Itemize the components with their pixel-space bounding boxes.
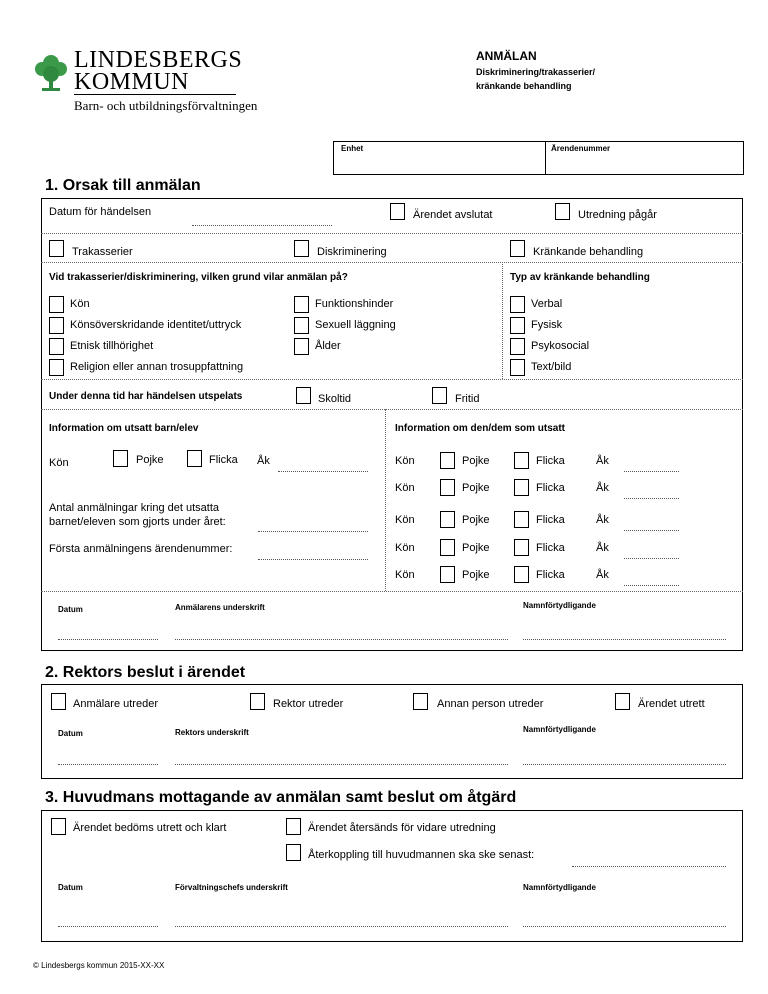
atersands-label: Ärendet återsänds för vidare utredning <box>308 822 496 834</box>
s2-namnfortydligande-label: Namnförtydligande <box>523 725 596 734</box>
atersands-checkbox[interactable] <box>286 818 301 835</box>
s2-rektors-underskrift-label: Rektors underskrift <box>175 728 249 737</box>
trakasserier-label: Trakasserier <box>72 246 133 258</box>
perp-4-pojke-checkbox[interactable] <box>440 539 455 556</box>
perp-2-pojke-checkbox[interactable] <box>440 479 455 496</box>
antal-label-2: barnet/eleven som gjorts under året: <box>49 516 226 528</box>
s2-underskrift-field[interactable] <box>175 764 508 765</box>
perp-5-pojke-label: Pojke <box>462 569 490 581</box>
s3-datum-label: Datum <box>58 883 83 892</box>
perp-2-kon-label: Kön <box>395 482 415 494</box>
utsatt-flicka-checkbox[interactable] <box>187 450 202 467</box>
arendet-avslutat-checkbox[interactable] <box>390 203 405 220</box>
perp-1-flicka-label: Flicka <box>536 455 565 467</box>
s3-namnfortydligande-label: Namnförtydligande <box>523 883 596 892</box>
aterkoppling-label: Återkoppling till huvudmannen ska ske senast: <box>308 849 535 861</box>
s1-anmalarens-underskrift-label: Anmälarens underskrift <box>175 603 265 612</box>
s2-datum-label: Datum <box>58 729 83 738</box>
department-name: Barn- och utbildningsförvaltningen <box>74 98 258 113</box>
s1-datum-field[interactable] <box>58 639 158 640</box>
utsatt-ak-field[interactable] <box>278 471 368 472</box>
utsatt-pojke-checkbox[interactable] <box>113 450 128 467</box>
perp-3-pojke-checkbox[interactable] <box>440 511 455 528</box>
fritid-label: Fritid <box>455 393 480 405</box>
aterkoppling-field[interactable] <box>572 866 726 867</box>
grund-funktionshinder-label: Funktionshinder <box>315 298 394 310</box>
grund-religion-label: Religion eller annan trosuppfattning <box>70 361 244 373</box>
forsta-field[interactable] <box>258 559 368 560</box>
perp-1-pojke-label: Pojke <box>462 455 490 467</box>
datum-handelsen-field[interactable] <box>192 225 332 226</box>
perp-3-kon-label: Kön <box>395 514 415 526</box>
grund-sexuell-label: Sexuell läggning <box>315 319 396 331</box>
s3-underskrift-field[interactable] <box>175 926 508 927</box>
perp-5-flicka-checkbox[interactable] <box>514 566 529 583</box>
typ-fysisk-checkbox[interactable] <box>510 317 525 334</box>
typ-verbal-label: Verbal <box>531 298 563 310</box>
diskriminering-checkbox[interactable] <box>294 240 309 257</box>
perp-4-flicka-label: Flicka <box>536 542 565 554</box>
typ-psykosocial-label: Psykosocial <box>531 340 590 352</box>
utsatt-flicka-label: Flicka <box>209 454 238 466</box>
rektor-utreder-label: Rektor utreder <box>273 698 344 710</box>
utsatt-ak-label: Åk <box>257 455 270 467</box>
grund-heading: Vid trakasserier/diskriminering, vilken grund vilar anmälan på? <box>49 272 348 283</box>
perp-4-flicka-checkbox[interactable] <box>514 539 529 556</box>
antal-label-1: Antal anmälningar kring det utsatta <box>49 502 219 514</box>
diskriminering-label: Diskriminering <box>317 246 387 258</box>
perp-5-flicka-label: Flicka <box>536 569 565 581</box>
annan-person-label: Annan person utreder <box>437 698 544 710</box>
grund-etnisk-label: Etnisk tillhörighet <box>70 340 154 352</box>
grund-konsoverskridande-label: Könsöverskridande identitet/uttryck <box>70 319 242 331</box>
perp-1-ak-label: Åk <box>596 455 609 467</box>
form-subtitle-2: kränkande behandling <box>476 81 572 91</box>
perp-4-ak-label: Åk <box>596 542 609 554</box>
form-title: ANMÄLAN <box>476 49 537 63</box>
typ-fysisk-label: Fysisk <box>531 319 563 331</box>
grund-kon-checkbox[interactable] <box>49 296 64 313</box>
utredning-pagar-label: Utredning pågår <box>578 209 657 221</box>
anmalare-utreder-checkbox[interactable] <box>51 693 66 710</box>
section2-heading: 2. Rektors beslut i ärendet <box>45 664 246 681</box>
perp-2-ak-label: Åk <box>596 482 609 494</box>
municipality-logo <box>33 52 69 92</box>
s1-namnfortydligande-label: Namnförtydligande <box>523 601 596 610</box>
perp-2-pojke-label: Pojke <box>462 482 490 494</box>
grund-kon-label: Kön <box>70 298 90 310</box>
perp-5-pojke-checkbox[interactable] <box>440 566 455 583</box>
typ-psykosocial-checkbox[interactable] <box>510 338 525 355</box>
logo-divider <box>74 94 236 95</box>
arendet-utrett-checkbox[interactable] <box>615 693 630 710</box>
form-subtitle-1: Diskriminering/trakasserier/ <box>476 67 596 77</box>
section3-heading: 3. Huvudmans mottagande av anmälan samt beslut om åtgärd <box>45 789 517 806</box>
perp-1-kon-label: Kön <box>395 455 415 467</box>
perp-2-ak-field[interactable] <box>624 498 679 499</box>
grund-konsoverskridande-checkbox[interactable] <box>49 317 64 334</box>
perp-3-flicka-checkbox[interactable] <box>514 511 529 528</box>
skoltid-checkbox[interactable] <box>296 387 311 404</box>
perp-5-kon-label: Kön <box>395 569 415 581</box>
grund-sexuell-checkbox[interactable] <box>294 317 309 334</box>
datum-handelsen-label: Datum för händelsen <box>49 206 152 218</box>
utrett-klart-checkbox[interactable] <box>51 818 66 835</box>
tree-logo-icon <box>33 52 69 92</box>
s2-namn-field[interactable] <box>523 764 726 765</box>
org-name-line1: LINDESBERGS <box>74 47 243 73</box>
footer-copyright: © Lindesbergs kommun 2015-XX-XX <box>33 961 165 970</box>
tid-heading: Under denna tid har händelsen utspelats <box>49 391 243 402</box>
utsatt-heading: Information om utsatt barn/elev <box>49 423 199 434</box>
forsta-label: Första anmälningens ärendenummer: <box>49 543 233 555</box>
grund-alder-label: Ålder <box>315 340 341 352</box>
arendet-avslutat-label: Ärendet avslutat <box>413 209 493 221</box>
perp-4-ak-field[interactable] <box>624 558 679 559</box>
typ-verbal-checkbox[interactable] <box>510 296 525 313</box>
arendet-utrett-label: Ärendet utrett <box>638 698 705 710</box>
s2-datum-field[interactable] <box>58 764 158 765</box>
grund-religion-checkbox[interactable] <box>49 359 64 376</box>
section1-heading: 1. Orsak till anmälan <box>45 177 201 194</box>
utsatt-kon-label: Kön <box>49 457 69 469</box>
perp-5-ak-label: Åk <box>596 569 609 581</box>
s3-namn-field[interactable] <box>523 926 726 927</box>
utsatt-pojke-label: Pojke <box>136 454 164 466</box>
utrett-klart-label: Ärendet bedöms utrett och klart <box>73 822 227 834</box>
perp-3-pojke-label: Pojke <box>462 514 490 526</box>
grund-funktionshinder-checkbox[interactable] <box>294 296 309 313</box>
grund-alder-checkbox[interactable] <box>294 338 309 355</box>
perp-3-ak-field[interactable] <box>624 530 679 531</box>
s1-namn-field[interactable] <box>523 639 726 640</box>
s1-underskrift-field[interactable] <box>175 639 508 640</box>
perp-4-pojke-label: Pojke <box>462 542 490 554</box>
perp-1-pojke-checkbox[interactable] <box>440 452 455 469</box>
perp-3-flicka-label: Flicka <box>536 514 565 526</box>
perp-4-kon-label: Kön <box>395 542 415 554</box>
trakasserier-checkbox[interactable] <box>49 240 64 257</box>
skoltid-label: Skoltid <box>318 393 352 405</box>
typ-textbild-checkbox[interactable] <box>510 359 525 376</box>
s3-forvaltningschefs-label: Förvaltningschefs underskrift <box>175 883 288 892</box>
enhet-box[interactable] <box>333 141 744 175</box>
perp-5-ak-field[interactable] <box>624 585 679 586</box>
grund-etnisk-checkbox[interactable] <box>49 338 64 355</box>
perp-1-flicka-checkbox[interactable] <box>514 452 529 469</box>
utsatt-av-heading: Information om den/dem som utsatt <box>395 423 566 434</box>
s3-datum-field[interactable] <box>58 926 158 927</box>
perp-2-flicka-label: Flicka <box>536 482 565 494</box>
arendenummer-label: Ärendenummer <box>551 144 611 153</box>
utredning-pagar-checkbox[interactable] <box>555 203 570 220</box>
typ-textbild-label: Text/bild <box>531 361 572 373</box>
annan-person-checkbox[interactable] <box>413 693 428 710</box>
perp-3-ak-label: Åk <box>596 514 609 526</box>
enhet-label: Enhet <box>341 144 364 153</box>
s1-datum-label: Datum <box>58 605 83 614</box>
perp-2-flicka-checkbox[interactable] <box>514 479 529 496</box>
perp-1-ak-field[interactable] <box>624 471 679 472</box>
krankande-label: Kränkande behandling <box>533 246 644 258</box>
typ-heading: Typ av kränkande behandling <box>510 272 650 283</box>
krankande-checkbox[interactable] <box>510 240 525 257</box>
org-name-line2: KOMMUN <box>74 69 190 95</box>
fritid-checkbox[interactable] <box>432 387 447 404</box>
anmalare-utreder-label: Anmälare utreder <box>73 698 158 710</box>
aterkoppling-checkbox[interactable] <box>286 844 301 861</box>
antal-field[interactable] <box>258 531 368 532</box>
rektor-utreder-checkbox[interactable] <box>250 693 265 710</box>
